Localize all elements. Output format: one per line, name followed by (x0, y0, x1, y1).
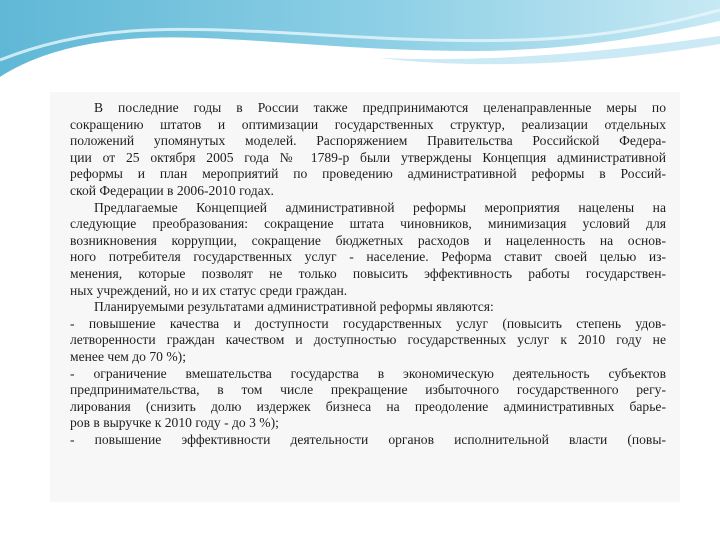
document-line: В последние годы в России также предпринимаются целенаправленные меры по (94, 100, 666, 115)
document-line: - повышение качества и доступности государственных услуг (повысить степень удов- (70, 315, 666, 331)
document-line: - ограничение вмешательства государства в экономическую деятельность субъектов (70, 365, 666, 381)
document-line: предпринимательства, в том числе прекращение избыточного государственного регу- (70, 382, 666, 398)
document-line: менения, которые позволят не только повысить эффективность работы государствен- (70, 265, 666, 281)
document-line: положений упомянутых моделей. Распоряжением Правительства Российской Федера- (70, 133, 666, 149)
document-text (70, 100, 666, 448)
document-line: реформы и план мероприятий по проведению административной реформы в Россий- (70, 166, 666, 182)
document-line: сокращению штатов и оптимизации государственных структур, реализации отдельных (70, 116, 666, 132)
document-line: Предлагаемые Концепцией административной реформы мероприятия нацелены на (94, 199, 666, 215)
document-line: менее чем до 70 %); (70, 348, 186, 364)
document-line: возникновения коррупции, сокращение бюджетных расходов и нацеленность на основ- (70, 232, 666, 248)
slide-header-decoration (0, 0, 720, 95)
document-line: Планируемыми результатами административной реформы являются: (94, 299, 494, 315)
document-line: лирования (снизить долю издержек бизнеса на преодоление административных барье- (70, 398, 666, 414)
document-line: ров в выручке к 2010 году - до 3 %); (70, 415, 279, 431)
document-line: ных учреждений, но и их статус среди граждан. (70, 282, 348, 298)
document-line: ции от 25 октября 2005 года № 1789-р были утверждены Концепция административной (70, 149, 666, 165)
document-line: летворенности граждан качеством и доступностью государственных услуг к 2010 году не (70, 332, 666, 348)
document-line: следующие преобразования: сокращение штата чиновников, минимизация условий для (70, 216, 666, 232)
document-line: ской Федерации в 2006-2010 годах. (70, 182, 274, 198)
document-line: ного потребителя государственных услуг - население. Реформа ставит своей целью из- (70, 249, 666, 265)
document-line: - повышение эффективности деятельности органов исполнительной власти (повы- (70, 431, 666, 447)
